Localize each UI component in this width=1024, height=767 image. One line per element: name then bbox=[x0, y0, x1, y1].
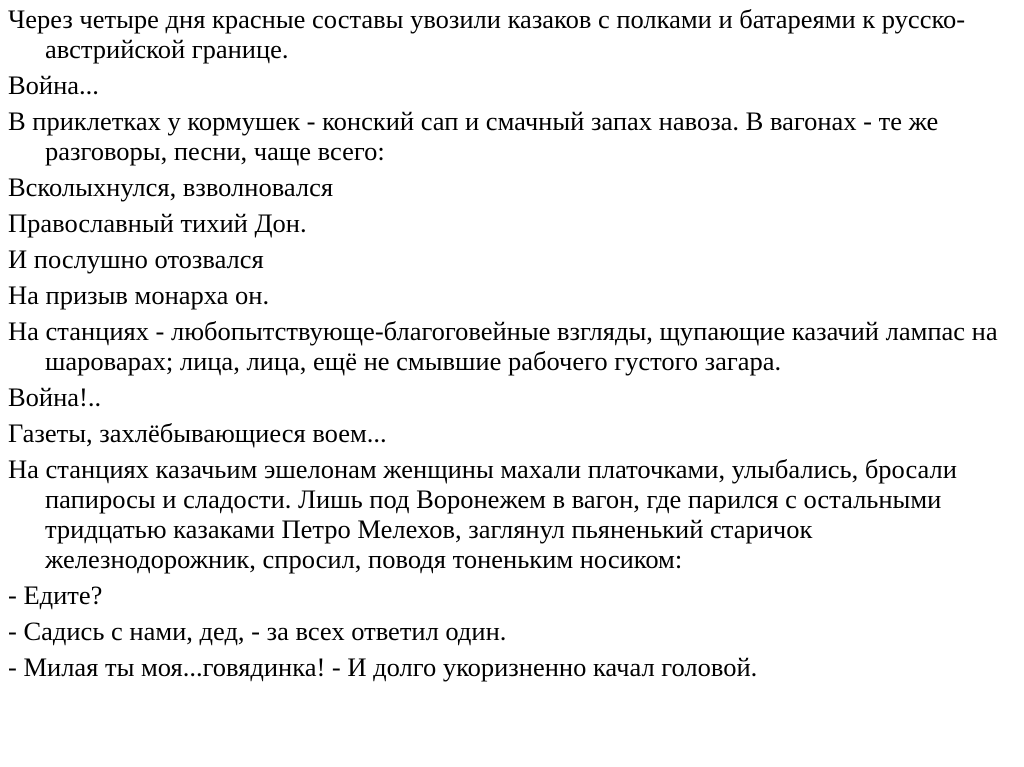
paragraph-war: Война... bbox=[8, 70, 99, 100]
paragraph-wagons: В приклетках у кормушек - конский сап и смачный запах навоза. В вагонах - те же разговоры, песни, чаще всего: bbox=[8, 106, 939, 166]
paragraph-newspapers: Газеты, захлёбывающиеся воем... bbox=[8, 418, 387, 448]
text-body bbox=[8, 4, 1008, 688]
song-line-3: И послушно отозвался bbox=[8, 244, 264, 274]
dialogue-line-2: - Садись с нами, дед, - за всех ответил один. bbox=[8, 616, 507, 646]
song-line-4: На призыв монарха он. bbox=[8, 280, 270, 310]
song-line-2: Православный тихий Дон. bbox=[8, 208, 307, 238]
dialogue-line-1: - Едите? bbox=[8, 580, 103, 610]
dialogue-line-3: - Милая ты моя...говядинка! - И долго укоризненно качал головой. bbox=[8, 652, 758, 682]
song-line-1: Всколыхнулся, взволновался bbox=[8, 172, 334, 202]
paragraph-departure: Через четыре дня красные составы увозили казаков с полками и батареями к русско-австрийской границе. bbox=[8, 4, 966, 64]
paragraph-voronezh: На станциях казачьим эшелонам женщины махали платочками, улыбались, бросали папиросы и сладости. Лишь под Воронежем в вагон, где парился с остальными тридцатью казаками Петро Мелехов, заглянул пьяненький старичок железнодорожник, спросил, поводя тоненьким носиком: bbox=[8, 454, 957, 574]
paragraph-war-exclaim: Война!.. bbox=[8, 382, 102, 412]
paragraph-stations: На станциях - любопытствующе-благоговейные взгляды, щупающие казачий лампас на шароварах; лица, лица, ещё не смывшие рабочего густого загара. bbox=[8, 316, 998, 376]
